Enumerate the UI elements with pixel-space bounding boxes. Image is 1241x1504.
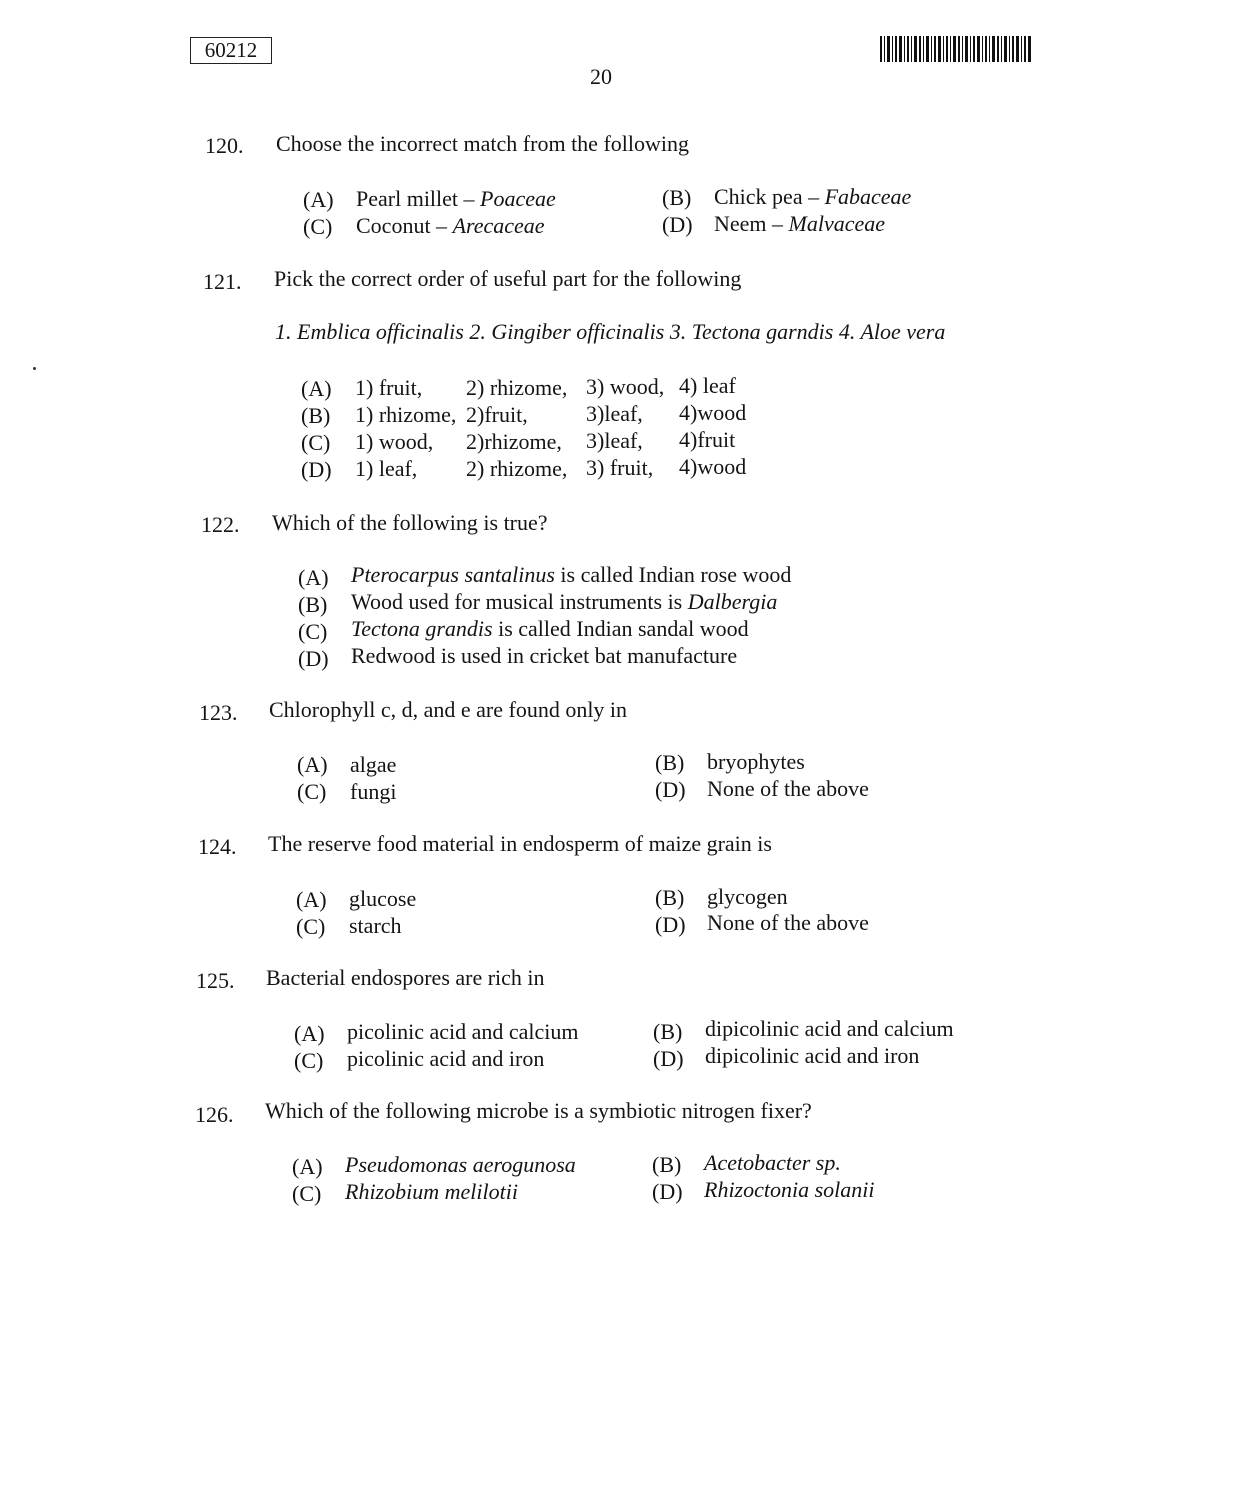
option-label: (A) [298,565,329,590]
paper-code: 60212 [190,37,272,64]
option-label: (C) [294,1048,324,1073]
option-b-text: Chick pea – Fabaceae [714,184,912,209]
option-label: (C) [297,779,327,804]
question-text: Which of the following is true? [272,510,548,535]
question-number: 120. [205,133,244,158]
option-label: (C) [303,214,333,239]
option-d-part3: 3) fruit, [586,455,654,480]
option-c-text: fungi [350,779,397,804]
option-d-part2: 2) rhizome, [466,456,568,481]
option-label: (A) [292,1154,323,1179]
option-c-text: picolinic acid and iron [347,1046,545,1071]
option-a-text: algae [350,752,397,777]
option-a-text: glucose [349,886,417,911]
question-text: Which of the following microbe is a symbiotic nitrogen fixer? [265,1098,812,1123]
option-c-text: Tectona grandis is called Indian sandal wood [351,616,749,641]
option-a-part4: 4) leaf [679,373,736,398]
question-number: 123. [199,700,238,725]
option-label: (B) [655,885,685,910]
option-c-text: Coconut – Arecaceae [356,213,545,238]
option-b-text: Acetobacter sp. [704,1150,841,1175]
option-a-text: Pterocarpus santalinus is called Indian rose wood [351,562,792,587]
option-b-part3: 3)leaf, [586,401,643,426]
question-number: 124. [198,834,237,859]
option-a-text: picolinic acid and calcium [347,1019,579,1044]
question-text: Pick the correct order of useful part for the following [274,266,742,291]
species-list: 1. Emblica officinalis 2. Gingiber officinalis 3. Tectona garndis 4. Aloe vera [275,319,946,344]
option-label: (A) [297,752,328,777]
question-text: Choose the incorrect match from the following [276,131,689,156]
option-b-text: glycogen [707,884,788,909]
option-d-part4: 4)wood [679,454,747,479]
option-c-part3: 3)leaf, [586,428,643,453]
option-label: (B) [301,403,331,428]
option-label: (C) [292,1181,322,1206]
option-b-part4: 4)wood [679,400,747,425]
option-label: (A) [301,376,332,401]
option-d-text: dipicolinic acid and iron [705,1043,920,1068]
question-number: 125. [196,968,235,993]
option-label: (B) [655,750,685,775]
question-number: 121. [203,269,242,294]
question-text: Bacterial endospores are rich in [266,965,545,990]
option-c-part4: 4)fruit [679,427,736,452]
option-label: (D) [653,1046,684,1071]
option-b-part2: 2)fruit, [466,402,528,427]
option-label: (A) [303,187,334,212]
option-label: (A) [296,887,327,912]
option-c-text: starch [349,913,402,938]
option-c-part2: 2)rhizome, [466,429,562,454]
option-d-text: Redwood is used in cricket bat manufacture [351,643,738,668]
option-label: (B) [298,592,328,617]
option-label: (C) [301,430,331,455]
option-label: (D) [655,912,686,937]
option-a-text: Pearl millet – Poaceae [356,186,556,211]
option-a-text: Pseudomonas aerogunosa [345,1152,576,1177]
option-c-part1: 1) wood, [355,429,434,454]
option-a-part2: 2) rhizome, [466,375,568,400]
option-b-part1: 1) rhizome, [355,402,457,427]
scan-speck [33,367,36,370]
option-label: (D) [662,212,693,237]
question-text: Chlorophyll c, d, and e are found only in [269,697,628,722]
option-label: (A) [294,1021,325,1046]
option-label: (B) [652,1152,682,1177]
option-d-text: None of the above [707,776,869,801]
question-text: The reserve food material in endosperm of maize grain is [268,831,772,856]
option-c-text: Rhizobium melilotii [345,1179,518,1204]
option-d-text: None of the above [707,910,869,935]
option-d-part1: 1) leaf, [355,456,418,481]
option-label: (D) [652,1179,683,1204]
option-a-part1: 1) fruit, [355,375,423,400]
option-d-text: Neem – Malvaceae [714,211,886,236]
option-label: (D) [298,646,329,671]
option-label: (C) [298,619,328,644]
option-label: (C) [296,914,326,939]
page-number: 20 [590,64,612,89]
option-label: (B) [662,185,692,210]
option-label: (D) [655,777,686,802]
option-d-text: Rhizoctonia solanii [704,1177,875,1202]
option-a-part3: 3) wood, [586,374,665,399]
question-number: 122. [201,512,240,537]
option-b-text: dipicolinic acid and calcium [705,1016,954,1041]
option-b-text: Wood used for musical instruments is Dalbergia [351,589,778,614]
option-label: (D) [301,457,332,482]
option-b-text: bryophytes [707,749,805,774]
barcode-graphic [880,36,1032,62]
question-number: 126. [195,1102,234,1127]
option-label: (B) [653,1019,683,1044]
